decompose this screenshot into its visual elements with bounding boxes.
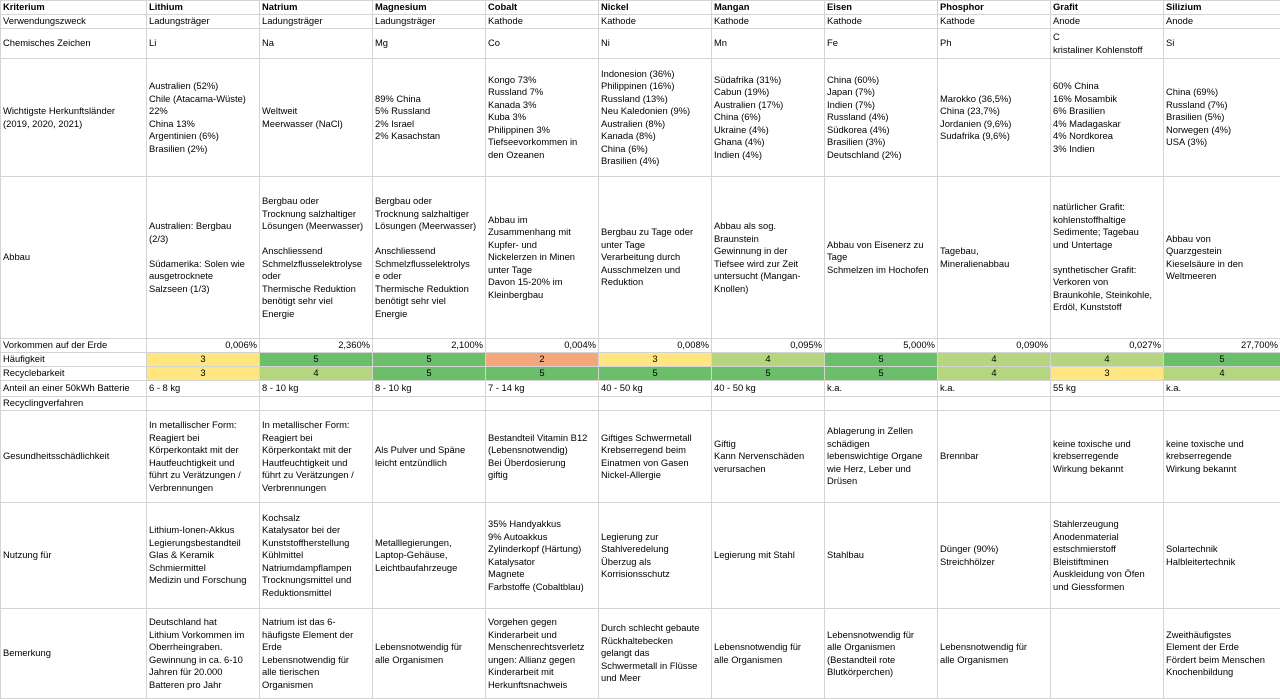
- table-cell[interactable]: 0,004%: [486, 339, 599, 353]
- score-cell[interactable]: 4: [1051, 353, 1164, 367]
- score-cell[interactable]: 5: [1164, 353, 1280, 367]
- table-row: [1, 609, 1280, 699]
- table-cell[interactable]: [599, 397, 712, 411]
- table-cell[interactable]: In metallischer Form: Reagiert bei Körperkontakt mit der Hautfeuchtigkeit und führt zu Verätzungen / Verbrennungen: [147, 411, 260, 503]
- table-cell[interactable]: Fe: [825, 29, 938, 59]
- table-cell[interactable]: [373, 397, 486, 411]
- table-cell[interactable]: Abbau von Eisenerz zu Tage Schmelzen im Hochofen: [825, 177, 938, 339]
- table-cell[interactable]: Kochsalz Katalysator bei der Kunststoffherstellung Kühlmittel Natriumdampflampen Trocknungsmittel und Reduktionsmittel: [260, 503, 373, 609]
- score-cell[interactable]: 3: [599, 353, 712, 367]
- table-cell[interactable]: 27,700%: [1164, 339, 1280, 353]
- table-cell[interactable]: 0,027%: [1051, 339, 1164, 353]
- score-cell[interactable]: 5: [712, 367, 825, 381]
- table-cell[interactable]: 60% China 16% Mosambik 6% Brasilien 4% Madagaskar 4% Nordkorea 3% Indien: [1051, 59, 1164, 177]
- table-cell[interactable]: 5,000%: [825, 339, 938, 353]
- table-row: [1, 367, 1280, 381]
- table-cell[interactable]: Australien (52%) Chile (Atacama-Wüste) 22% China 13% Argentinien (6%) Brasilien (2%): [147, 59, 260, 177]
- table-cell[interactable]: Australien: Bergbau (2/3) Südamerika: Solen wie ausgetrocknete Salzseen (1/3): [147, 177, 260, 339]
- table-cell[interactable]: Stahlbau: [825, 503, 938, 609]
- table-cell[interactable]: Vorgehen gegen Kinderarbeit und Menschenrechtsverletz ungen: Allianz gegen Kinderarbeit mit Herkunftsnachweis: [486, 609, 599, 699]
- row-label[interactable]: Verwendungszweck: [1, 15, 147, 29]
- table-row: [1, 59, 1280, 177]
- table-cell[interactable]: Co: [486, 29, 599, 59]
- table-cell[interactable]: Lebensnotwendig für alle Organismen: [373, 609, 486, 699]
- table-cell[interactable]: [938, 397, 1051, 411]
- table-cell[interactable]: Bergbau zu Tage oder unter Tage Verarbeitung durch Ausschmelzen und Reduktion: [599, 177, 712, 339]
- score-cell[interactable]: 5: [486, 367, 599, 381]
- score-cell[interactable]: 4: [1164, 367, 1280, 381]
- table-row: [1, 339, 1280, 353]
- table-cell[interactable]: Durch schlecht gebaute Rückhaltebecken gelangt das Schwermetall in Flüsse und Meer: [599, 609, 712, 699]
- score-cell[interactable]: 4: [938, 367, 1051, 381]
- header-cell[interactable]: Magnesium: [373, 1, 486, 15]
- table-cell[interactable]: Abbau als sog. Braunstein Gewinnung in der Tiefsee wird zur Zeit untersucht (Mangan- Knollen): [712, 177, 825, 339]
- header-cell[interactable]: Natrium: [260, 1, 373, 15]
- header-cell[interactable]: Mangan: [712, 1, 825, 15]
- table-cell[interactable]: Si: [1164, 29, 1280, 59]
- table-cell[interactable]: Ladungsträger: [260, 15, 373, 29]
- row-label[interactable]: Chemisches Zeichen: [1, 29, 147, 59]
- table-cell[interactable]: 8 - 10 kg: [260, 381, 373, 397]
- row-label[interactable]: Recyclebarkeit: [1, 367, 147, 381]
- table-cell[interactable]: Kathode: [599, 15, 712, 29]
- table-cell[interactable]: Legierung mit Stahl: [712, 503, 825, 609]
- table-cell[interactable]: Kongo 73% Russland 7% Kanada 3% Kuba 3% Philippinen 3% Tiefseevorkommen in den Ozeanen: [486, 59, 599, 177]
- score-cell[interactable]: 5: [260, 353, 373, 367]
- table-row: [1, 381, 1280, 397]
- table-cell[interactable]: Brennbar: [938, 411, 1051, 503]
- table-cell[interactable]: Ph: [938, 29, 1051, 59]
- score-cell[interactable]: 5: [599, 367, 712, 381]
- header-cell[interactable]: Lithium: [147, 1, 260, 15]
- row-label[interactable]: Abbau: [1, 177, 147, 339]
- table-cell[interactable]: Kathode: [486, 15, 599, 29]
- table-row: [1, 177, 1280, 339]
- table-cell[interactable]: keine toxische und krebserregende Wirkung bekannt: [1164, 411, 1280, 503]
- table-cell[interactable]: Ladungsträger: [147, 15, 260, 29]
- table-row: [1, 397, 1280, 411]
- table-cell[interactable]: Giftiges Schwermetall Krebserregend beim Einatmen von Gasen Nickel-Allergie: [599, 411, 712, 503]
- score-cell[interactable]: 5: [373, 353, 486, 367]
- table-cell[interactable]: 2,100%: [373, 339, 486, 353]
- header-cell[interactable]: Eisen: [825, 1, 938, 15]
- table-cell[interactable]: Marokko (36,5%) China (23,7%) Jordanien (9,6%) Sudafrika (9,6%): [938, 59, 1051, 177]
- table-cell[interactable]: k.a.: [1164, 381, 1280, 397]
- header-cell[interactable]: Grafit: [1051, 1, 1164, 15]
- table-cell[interactable]: 8 - 10 kg: [373, 381, 486, 397]
- table-cell[interactable]: Solartechnik Halbleitertechnik: [1164, 503, 1280, 609]
- row-label[interactable]: Anteil an einer 50kWh Batterie: [1, 381, 147, 397]
- table-cell[interactable]: In metallischer Form: Reagiert bei Körperkontakt mit der Hautfeuchtigkeit und führt zu Verätzungen / Verbrennungen: [260, 411, 373, 503]
- table-cell[interactable]: 6 - 8 kg: [147, 381, 260, 397]
- row-label[interactable]: Wichtigste Herkunftsländer (2019, 2020, 2021): [1, 59, 147, 177]
- table-cell[interactable]: Bergbau oder Trocknung salzhaltiger Lösungen (Meerwasser) Anschliessend Schmelzflusselektrolyse oder Thermische Reduktion benötigt sehr viel Energie: [260, 177, 373, 339]
- table-cell[interactable]: Kathode: [712, 15, 825, 29]
- score-cell[interactable]: 4: [712, 353, 825, 367]
- table-cell[interactable]: [260, 397, 373, 411]
- table-cell[interactable]: Na: [260, 29, 373, 59]
- table-cell[interactable]: Giftig Kann Nervenschäden verursachen: [712, 411, 825, 503]
- table-cell[interactable]: natürlicher Grafit: kohlenstoffhaltige Sedimente; Tagebau und Untertage synthetischer Grafit: Verkoren von Braunkohle, Steinkohle, Erdöl, Kunststoff: [1051, 177, 1164, 339]
- table-row: [1, 411, 1280, 503]
- row-label[interactable]: Gesundheitsschädlichkeit: [1, 411, 147, 503]
- score-cell[interactable]: 4: [260, 367, 373, 381]
- table-cell[interactable]: Deutschland hat Lithium Vorkommen im Oberrheingraben. Gewinnung in ca. 6-10 Jahren für 20.000 Batteren pro Jahr: [147, 609, 260, 699]
- score-cell[interactable]: 4: [938, 353, 1051, 367]
- score-cell[interactable]: 3: [1051, 367, 1164, 381]
- row-label[interactable]: Vorkommen auf der Erde: [1, 339, 147, 353]
- table-cell[interactable]: Zweithäufigstes Element der Erde Fördert beim Menschen Knochenbildung: [1164, 609, 1280, 699]
- table-cell[interactable]: 35% Handyakkus 9% Autoakkus Zylinderkopf (Härtung) Katalysator Magnete Farbstoffe (Cobaltblau): [486, 503, 599, 609]
- table-cell[interactable]: 40 - 50 kg: [712, 381, 825, 397]
- table-cell[interactable]: Kathode: [938, 15, 1051, 29]
- header-cell[interactable]: Kriterium: [1, 1, 147, 15]
- header-cell[interactable]: Phosphor: [938, 1, 1051, 15]
- table-cell[interactable]: [1051, 609, 1164, 699]
- table-cell[interactable]: [712, 397, 825, 411]
- table-cell[interactable]: 0,008%: [599, 339, 712, 353]
- table-cell[interactable]: Li: [147, 29, 260, 59]
- table-cell[interactable]: 89% China 5% Russland 2% Israel 2% Kasachstan: [373, 59, 486, 177]
- table-cell[interactable]: [825, 397, 938, 411]
- score-cell[interactable]: 2: [486, 353, 599, 367]
- table-cell[interactable]: [147, 397, 260, 411]
- score-cell[interactable]: 3: [147, 353, 260, 367]
- table-cell[interactable]: Südafrika (31%) Cabun (19%) Australien (17%) China (6%) Ukraine (4%) Ghana (4%) Indien (4%): [712, 59, 825, 177]
- table-cell[interactable]: Mg: [373, 29, 486, 59]
- table-cell[interactable]: C kristaliner Kohlenstoff: [1051, 29, 1164, 59]
- table-cell[interactable]: Lithium-Ionen-Akkus Legierungsbestandteil Glas & Keramik Schmiermittel Medizin und Forschung: [147, 503, 260, 609]
- row-label[interactable]: Recyclingverfahren: [1, 397, 147, 411]
- table-row: [1, 503, 1280, 609]
- score-cell[interactable]: 5: [373, 367, 486, 381]
- header-row: [1, 1, 1280, 15]
- table-cell[interactable]: Bergbau oder Trocknung salzhaltiger Lösungen (Meerwasser) Anschliessend Schmelzflusselektrolys e oder Thermische Reduktion benötigt sehr viel Energie: [373, 177, 486, 339]
- row-label[interactable]: Nutzung für: [1, 503, 147, 609]
- header-cell[interactable]: Cobalt: [486, 1, 599, 15]
- table-cell[interactable]: Weltweit Meerwasser (NaCl): [260, 59, 373, 177]
- table-cell[interactable]: Metalllegierungen, Laptop-Gehäuse, Leichtbaufahrzeuge: [373, 503, 486, 609]
- table-cell[interactable]: Natrium ist das 6- häufigste Element der Erde Lebensnotwendig für alle tierischen Organismen: [260, 609, 373, 699]
- table-cell[interactable]: [1051, 397, 1164, 411]
- table-cell[interactable]: 40 - 50 kg: [599, 381, 712, 397]
- table-cell[interactable]: keine toxische und krebserregende Wirkung bekannt: [1051, 411, 1164, 503]
- table-cell[interactable]: Abbau im Zusammenhang mit Kupfer- und Nickelerzen in Minen unter Tage Davon 15-20% im Kleinbergbau: [486, 177, 599, 339]
- table-cell[interactable]: Indonesion (36%) Philippinen (16%) Russland (13%) Neu Kaledonien (9%) Australien (8%) Kanada (8%) China (6%) Brasilien (4%): [599, 59, 712, 177]
- table-cell[interactable]: 2,360%: [260, 339, 373, 353]
- table-cell[interactable]: Lebensnotwendig für alle Organismen (Bestandteil rote Blutkörperchen): [825, 609, 938, 699]
- row-label[interactable]: Bemerkung: [1, 609, 147, 699]
- table-cell[interactable]: China (60%) Japan (7%) Indien (7%) Russland (4%) Südkorea (4%) Brasilien (3%) Deutschland (2%): [825, 59, 938, 177]
- table-cell[interactable]: Anode: [1164, 15, 1280, 29]
- table-cell[interactable]: Als Pulver und Späne leicht entzündlich: [373, 411, 486, 503]
- table-cell[interactable]: 0,095%: [712, 339, 825, 353]
- table-cell[interactable]: [486, 397, 599, 411]
- table-cell[interactable]: Mn: [712, 29, 825, 59]
- table-cell[interactable]: 55 kg: [1051, 381, 1164, 397]
- table-cell[interactable]: 0,090%: [938, 339, 1051, 353]
- score-cell[interactable]: 5: [825, 353, 938, 367]
- table-cell[interactable]: Lebensnotwendig für alle Organismen: [938, 609, 1051, 699]
- table-row: [1, 29, 1280, 59]
- table-cell[interactable]: Legierung zur Stahlveredelung Überzug als Korrisionsschutz: [599, 503, 712, 609]
- score-cell[interactable]: 3: [147, 367, 260, 381]
- table-cell[interactable]: Stahlerzeugung Anodenmaterial estschmierstoff Bleistiftminen Auskleidung von Öfen und Giessformen: [1051, 503, 1164, 609]
- table-cell[interactable]: China (69%) Russland (7%) Brasilien (5%) Norwegen (4%) USA (3%): [1164, 59, 1280, 177]
- score-cell[interactable]: 5: [825, 367, 938, 381]
- header-cell[interactable]: Silizium: [1164, 1, 1280, 15]
- table-cell[interactable]: Kathode: [825, 15, 938, 29]
- table-cell[interactable]: k.a.: [938, 381, 1051, 397]
- table-row: [1, 353, 1280, 367]
- table-cell[interactable]: 7 - 14 kg: [486, 381, 599, 397]
- table-cell[interactable]: Ablagerung in Zellen schädigen lebenswichtige Organe wie Herz, Leber und Drüsen: [825, 411, 938, 503]
- table-cell[interactable]: Bestandteil Vitamin B12 (Lebensnotwendig) Bei Überdosierung giftig: [486, 411, 599, 503]
- table-cell[interactable]: Anode: [1051, 15, 1164, 29]
- table-cell[interactable]: Ni: [599, 29, 712, 59]
- table-cell[interactable]: [1164, 397, 1280, 411]
- table-cell[interactable]: k.a.: [825, 381, 938, 397]
- table-cell[interactable]: Ladungsträger: [373, 15, 486, 29]
- table-cell[interactable]: Tagebau, Mineralienabbau: [938, 177, 1051, 339]
- table-cell[interactable]: Lebensnotwendig für alle Organismen: [712, 609, 825, 699]
- header-cell[interactable]: Nickel: [599, 1, 712, 15]
- table-cell[interactable]: Dünger (90%) Streichhölzer: [938, 503, 1051, 609]
- table-cell[interactable]: 0,006%: [147, 339, 260, 353]
- table-cell[interactable]: Abbau von Quarzgestein Kieselsäure in den Weltmeeren: [1164, 177, 1280, 339]
- table-row: [1, 15, 1280, 29]
- row-label[interactable]: Häufigkeit: [1, 353, 147, 367]
